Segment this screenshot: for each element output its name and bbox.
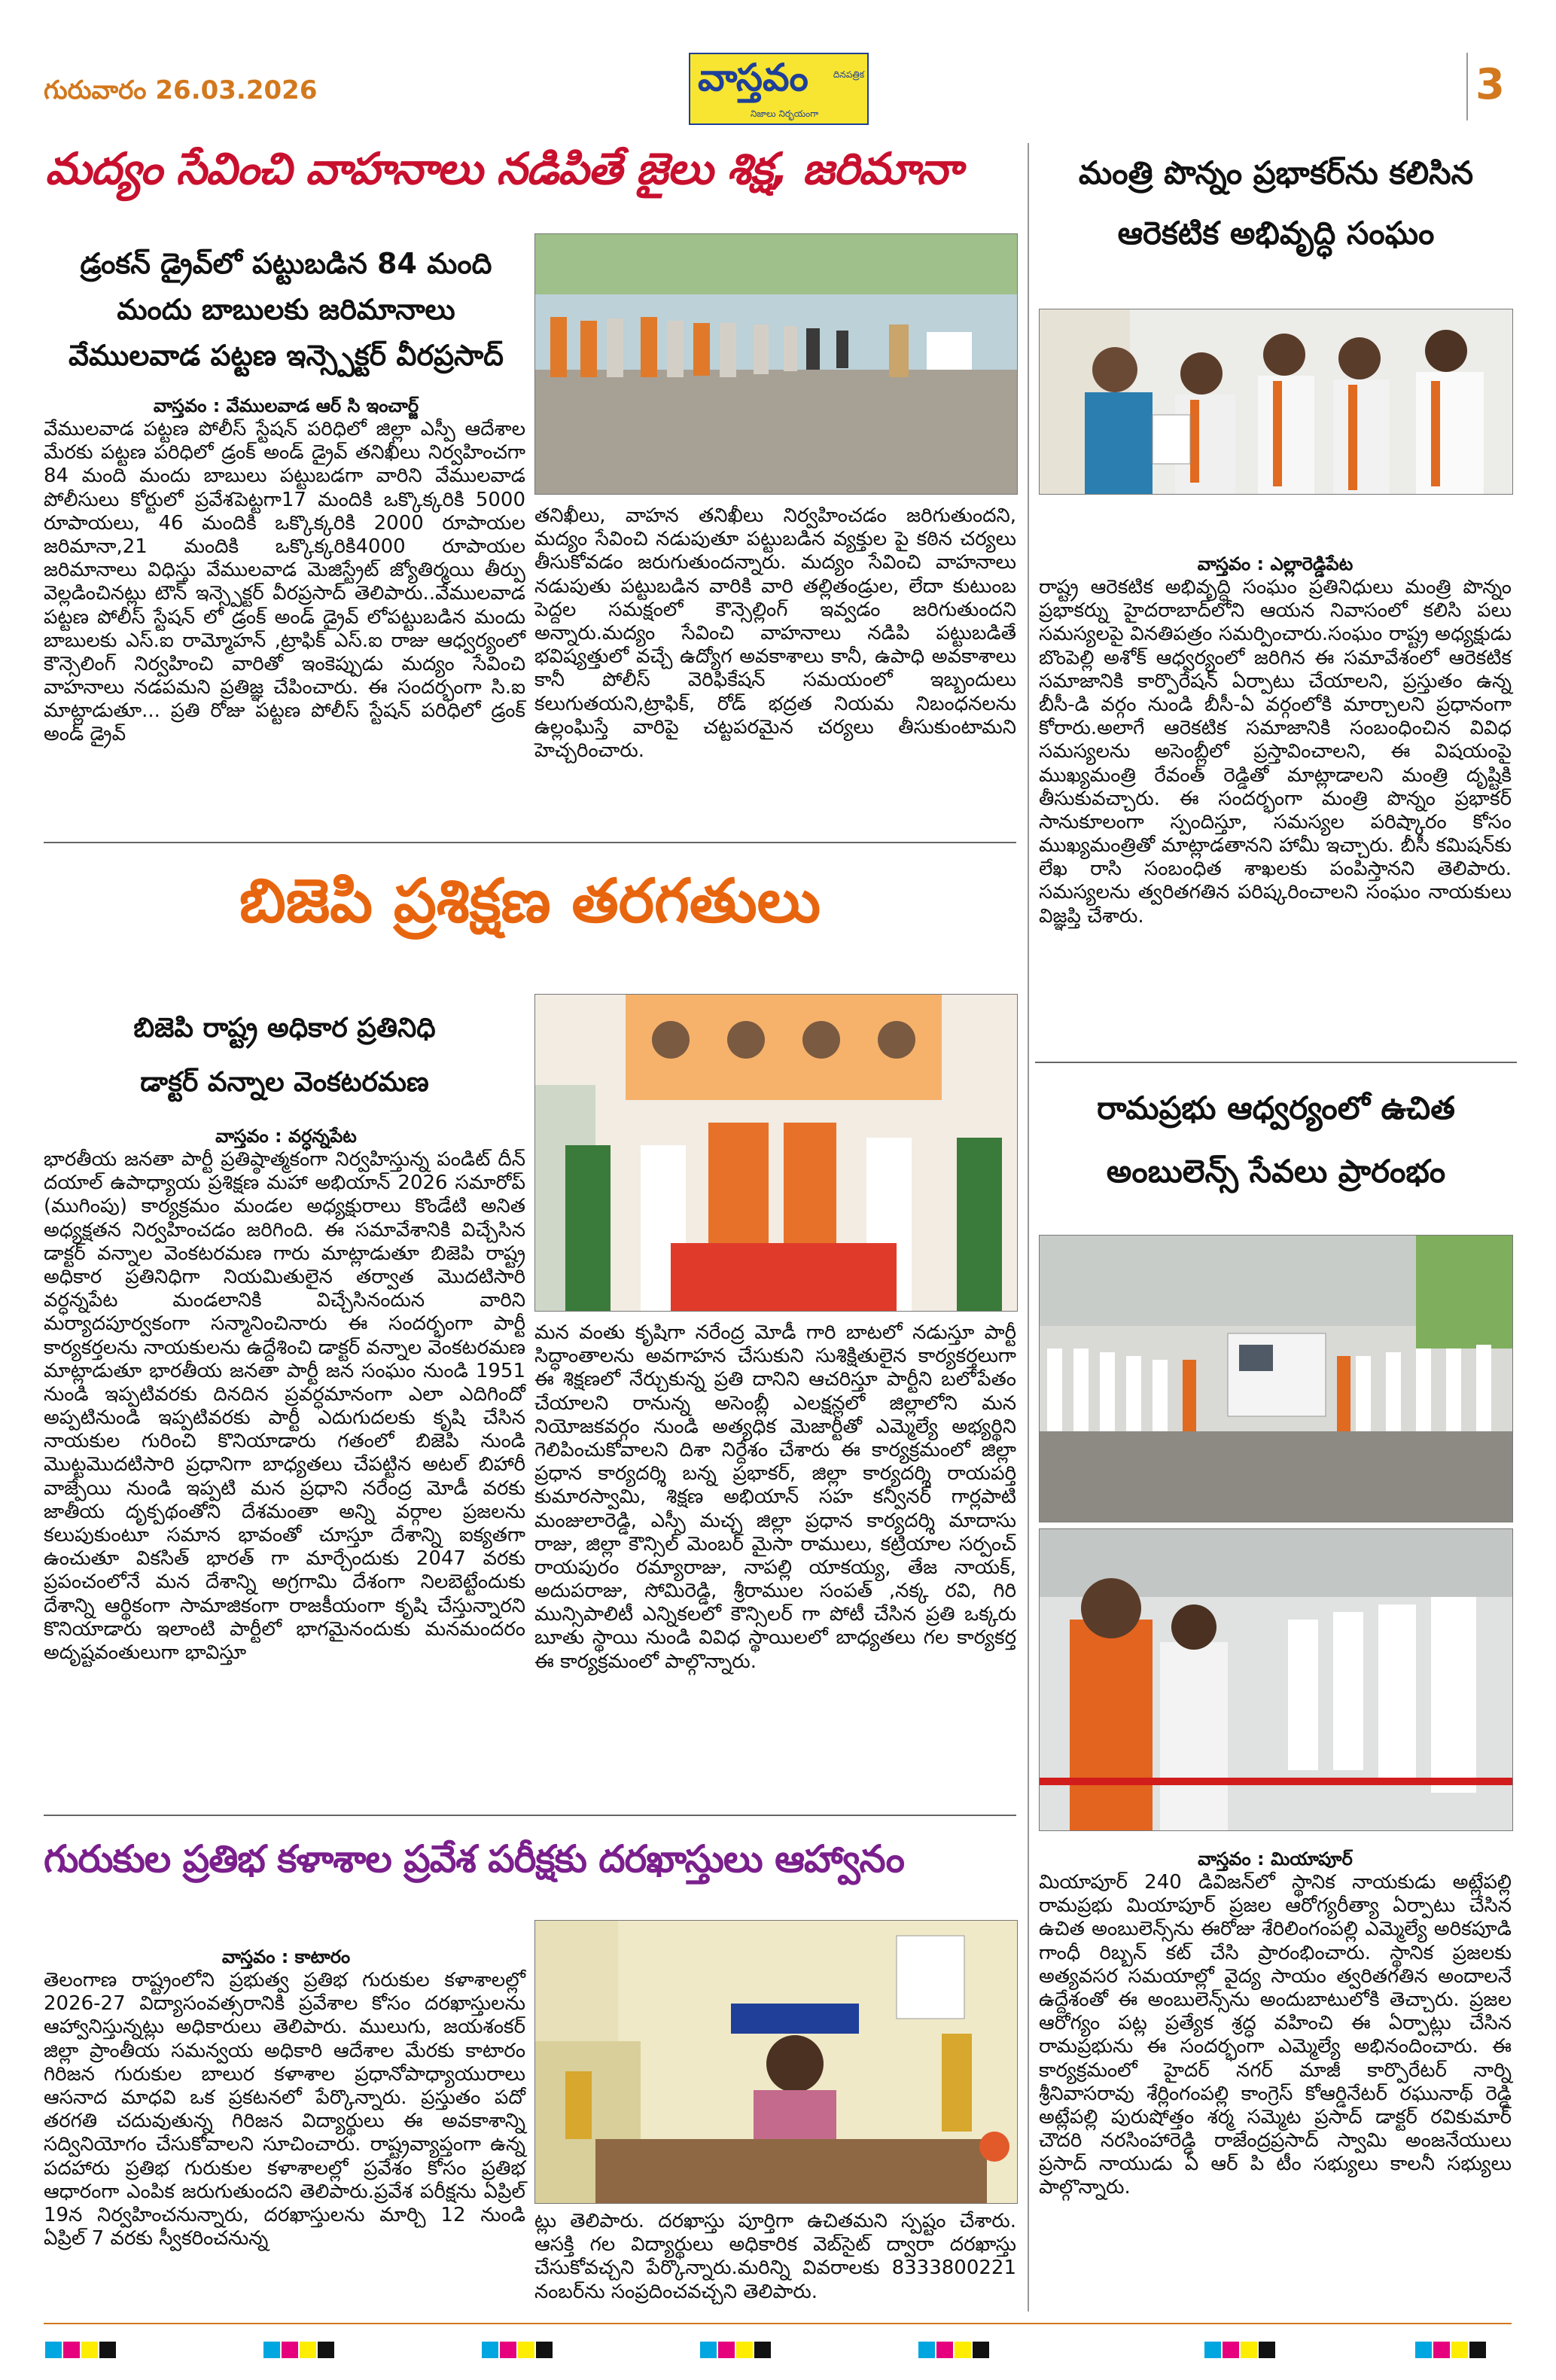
article5-headline: గురుకుల ప్రతిభ కళాశాల ప్రవేశ పరీక్షకు దరఖాస్తులు ఆహ్వానం <box>44 1837 904 1881</box>
logo-tagline: నిజాలు నిర్భయంగా <box>751 108 819 119</box>
cmyk-color-bars <box>263 2342 336 2361</box>
cmyk-color-bars <box>1415 2342 1487 2361</box>
article1-dateline: వాస్తవం : వేములవాడ ఆర్ సి ఇంచార్జ్ <box>153 395 419 416</box>
issue-date: గురువారం 26.03.2026 <box>44 75 318 105</box>
article1-body-col1: వేములవాడ పట్టణ పోలీస్ స్టేషన్ పరిధిలో జిల్లా ఎస్పీ ఆదేశాల మేరకు పట్టణ పరిధిలో డ్రంక్ అండ్ డ్రైవ్ తనిఖీలు నిర్వహించగా 84 మంది మందు బాబులు పట్టుబడగా వారిని వేములవాడ పోలీసులు కోర్టులో ప్రవేశపెట్టగా17 మందికి ఒక్కొక్కరికి 5000 రూపాయలు, 46 మందికి ఒక్కొక్కరికి 2000 రూపాయల జరిమానా,21 మందికి ఒక్కొక్కరికి4000 రూపాయల జరిమానాలు విధిస్తు వేములవాడ మెజిస్ట్రేట్ జ్యోతిర్మయి తీర్పు వెల్లడించినట్లు టౌన్ ఇన్స్పెక్టర్ వీరప్రసాద్ తెలిపారు..వేములవాడ పట్టణ పోలీస్ స్టేషన్ లో డ్రంక్ అండ్ డ్రైవ్ లోపట్టుబడిన మందు బాబులకు ఎస్.ఐ రామ్మోహన్ ,ట్రాఫిక్ ఎస్.ఐ రాజు ఆధ్వర్యంలో కౌన్సెలింగ్ నిర్వహించి వారితో ఇంకెప్పుడు మద్యం సేవించి వాహనాలు నడపమని ప్రతిజ్ఞ చేపించారు. ఈ సందర్భంగా సి.ఐ మాట్లాడుతూ... ప్రతి రోజు పట్టణ పోలీస్ స్టేషన్ పరిధిలో డ్రంక్ అండ్ డ్రైవ్ <box>44 418 525 746</box>
logo-text: వాస్తవం <box>698 56 808 99</box>
article2-headline <box>1035 143 1517 264</box>
article1-subheadline-line: డ్రంకన్ డ్రైవ్‌లో పట్టుబడిన 84 మంది <box>80 247 492 280</box>
article2-body: రాష్ట్ర ఆరెకటిక అభివృద్ధి సంఘం ప్రతినిధులు మంత్రి పొన్నం ప్రభాకర్ను హైదరాబాద్‌లోని ఆయన నివాసంలో కలిసి పలు సమస్యలపై వినతిపత్రం సమర్పించారు.సంఘం రాష్ట్ర అధ్యక్షుడు బొంపెల్లి అశోక్ ఆధ్వర్యంలో జరిగిన ఈ సమావేశంలో ఆరెకటిక సమాజానికి కార్పొరేషన్ ఏర్పాటు చేయాలని, ప్రస్తుతం ఉన్న బీసీ-డి వర్గం నుండి బీసీ-ఏ వర్గంలోకి మార్చాలని ప్రధానంగా కోరారు.అలాగే ఆరెకటిక సమాజానికి సంబంధించిన వివిధ సమస్యలను అసెంబ్లీలో ప్రస్తావించాలని, ఈ విషయంపై ముఖ్యమంత్రి రేవంత్ రెడ్డితో మాట్లాడాలని మంత్రి దృష్టికి తీసుకువచ్చారు. ఈ సందర్భంగా మంత్రి పొన్నం ప్రభాకర్ సానుకూలంగా స్పందిస్తూ, సమస్యల పరిష్కారం కోసం ముఖ్యమంత్రితో మాట్లాడతానని హామీ ఇచ్చారు. బీసీ కమిషన్‌కు లేఖ రాసి సంబంధిత శాఖలకు పంపిస్తానని తెలిపారు. సమస్యలను త్వరితగతిన పరిష్కరించాలని సంఘం నాయకులు విజ్ఞప్తి చేశారు. <box>1039 576 1512 928</box>
article3-subheadline-line: డాక్టర్ వన్నాల వెంకటరమణ <box>140 1067 429 1098</box>
article5-body-col1: తెలంగాణ రాష్ట్రంలోని ప్రభుత్వ ప్రతిభ గురుకుల కళాశాలల్లో 2026-27 విద్యాసంవత్సరానికి ప్రవేశాల కోసం దరఖాస్తులను ఆహ్వానిస్తున్నట్లు అధికారులు తెలిపారు. ములుగు, జయశంకర్ జిల్లా ప్రాంతీయ సమన్వయ అధికారి ఆదేశాల మేరకు కాటారం గిరిజన గురుకుల బాలుర కళాశాల ప్రధానోపాధ్యాయురాలు ఆసనాద మాధవి ఒక ప్రకటనలో పేర్కొన్నారు. ప్రస్తుతం పదో తరగతి చదువుతున్న గిరిజన విద్యార్థులు ఈ అవకాశాన్ని సద్వినియోగం చేసుకోవాలని సూచించారు. రాష్ట్రవ్యాప్తంగా ఉన్న పదహారు ప్రతిభ గురుకుల కళాశాలల్లో ప్రవేశం కోసం ప్రతిభ ఆధారంగా ఎంపిక జరుగుతుందని తెలిపారు.ప్రవేశ పరీక్షను ఏప్రిల్ 19న నిర్వహించనున్నారు, దరఖాస్తులను మార్చి 12 నుండి ఏప్రిల్ 7 వరకు స్వీకరించనున్న <box>44 1969 525 2250</box>
cmyk-color-bars <box>45 2342 117 2361</box>
cmyk-color-bars <box>700 2342 772 2361</box>
article3-subheadline <box>44 1001 525 1110</box>
article5-dateline: వాస్తవం : కాటారం <box>221 1946 351 1967</box>
article5-body-col2: ట్లు తెలిపారు. దరఖాస్తు పూర్తిగా ఉచితమని స్పష్టం చేశారు. ఆసక్తి గల విద్యార్థులు అధికారిక వెబ్‌సైట్ ద్వారా దరఖాస్తు చేసుకోవచ్చని పేర్కొన్నారు.మరిన్ని వివరాలకు 8333800221 నంబర్‌ను సంప్రదించవచ్చని తెలిపారు. <box>534 2210 1016 2303</box>
article3-body-col1: భారతీయ జనతా పార్టీ ప్రతిష్ఠాత్మకంగా నిర్వహిస్తున్న పండిట్ దీన్ దయాల్ ఉపాధ్యాయ ప్రశిక్షణ మహా అభియాన్ 2026 సమారోప్ (ముగింపు) కార్యక్రమం మండల అధ్యక్షురాలు కొండేటి అనిత అధ్యక్షతన నిర్వహించడం జరిగింది. ఈ సమావేశానికి విచ్చేసిన డాక్టర్ వన్నాల వెంకటరమణ గారు మాట్లాడుతూ బిజెపి రాష్ట్ర అధికార ప్రతినిధిగా నియమితులైన తర్వాత మొదటిసారి వర్ధన్నపేట మండలానికి విచ్చేసినందున వారిని మర్యాదపూర్వకంగా సన్మానించినారు ఈ సందర్భంగా పార్టీ కార్యకర్తలను నాయకులను ఉద్దేశించి డాక్టర్ వన్నాల వెంకటరమణ మాట్లాడుతూ భారతీయ జనతా పార్టీ జన సంఘం నుండి 1951 నుండి ఇప్పటివరకు దినదిన ప్రవర్ధమానంగా ఎలా ఎదిగిందో అప్పటినుండి ఇప్పటివరకు పార్టీ ఎదుగుదలకు కృషి చేసిన నాయకుల గురించి కొనియాడారు గతంలో బిజెపి నుండి మొట్టమొదటిసారి ప్రధానిగా బాధ్యతలు చేపట్టిన అటల్ బిహారీ వాజ్పేయి నుండి ఇప్పటి మన ప్రధాని నరేంద్ర మోడీ వరకు జాతీయ దృక్పథంతోని దేశమంతా అన్ని వర్గాల ప్రజలను కలుపుకుంటూ సమాన భావంతో చూస్తూ దేశాన్ని ఐక్యతగా ఉంచుతూ వికసిత్ భారత్ గా మార్చేందుకు 2047 వరకు ప్రపంచంలోనే మన దేశాన్ని అగ్రగామి దేశంగా నిలబెట్టేందుకు దేశాన్ని ఆర్థికంగా సామాజికంగా రాజకీయంగా కృషి చేస్తున్నారని కొనియాడారు ఇలాంటి పార్టీలో భాగమైనందుకు మనమందరం అదృష్టవంతులుగా భావిస్తూ <box>44 1148 525 1664</box>
column-divider <box>1028 143 1029 2311</box>
article1-subheadline <box>45 241 527 378</box>
section-divider <box>44 1815 1016 1816</box>
article4-body: మియాపూర్ 240 డివిజన్‌లో స్థానిక నాయకుడు అట్లేపల్లి రామప్రభు మియాపూర్ ప్రజల ఆరోగ్యరీత్యా ఏర్పాటు చేసిన ఉచిత అంబులెన్స్‌ను ఈరోజు శేరిలింగంపల్లి ఎమ్మెల్యే అరికపూడి గాంధీ రిబ్బన్ కట్ చేసి ప్రారంభించారు. స్థానిక ప్రజలకు అత్యవసర సమయాల్లో వైద్య సాయం త్వరితగతిన అందాలనే ఉద్దేశంతో ఈ అంబులెన్స్‌ను అందుబాటులోకి తెచ్చారు. ప్రజల ఆరోగ్యం పట్ల ప్రత్యేక శ్రద్ధ వహించి ఈ ఏర్పాట్లు చేసిన రామప్రభును ఈ సందర్భంగా ఎమ్మెల్యే అభినందించారు. ఈ కార్యక్రమంలో హైదర్ నగర్ మాజీ కార్పొరేటర్ నార్ని శ్రీనివాసరావు శేర్లింగంపల్లి కాంగ్రెస్ కోఆర్డినేటర్ రఘునాథ్ రెడ్డి అట్లేపల్లి పురుషోత్తం శర్మ సమ్మెట ప్రసాద్ డాక్టర్ రవికుమార్ చౌదరి నరసింహారెడ్డి రాజేంద్రప్రసాద్ స్వామి అంజనేయులు ప్రసాద్ నాయుడు ఏ ఆర్ పి టీం సభ్యులు కాలనీ సభ్యులు పాల్గొన్నారు. <box>1039 1871 1512 2199</box>
article3-dateline: వాస్తవం : వర్ధన్నపేట <box>215 1126 357 1147</box>
article3-headline: బిజెపి ప్రశిక్షణ తరగతులు <box>239 866 821 936</box>
cmyk-color-bars <box>1204 2342 1277 2361</box>
ribbon-cutting-photo <box>1039 1528 1513 1831</box>
article3-subheadline-line: బిజెపి రాష్ట్ర అధికార ప్రతినిధి <box>133 1013 436 1044</box>
cmyk-color-bars <box>918 2342 991 2361</box>
article1-subheadline-line: మందు బాబులకు జరిమానాలు <box>117 292 455 326</box>
bjp-felicitation-photo <box>534 994 1018 1312</box>
page-number-divider <box>1466 53 1468 120</box>
police-lineup-photo <box>534 233 1018 495</box>
minister-meeting-photo <box>1039 309 1513 495</box>
article4-headline-line: అంబులెన్స్ సేవలు ప్రారంభం <box>1106 1153 1446 1190</box>
article1-body-col2: తనిఖీలు, వాహన తనిఖీలు నిర్వహించడం జరిగుతుందని, మద్యం సేవించి నడుపుతూ పట్టుబడిన వ్యక్తుల పై కఠిన చర్యలు తీసుకోవడం జరుగుతుందన్నారు. మద్యం సేవించి వాహనాలు నడుపుతు పట్టుబడిన వారికి వారి తల్లితండ్రుల, లేదా కుటుంబ పెద్దల సమక్షంలో కౌన్సెల్లింగ్ ఇవ్వడం జరిగుతుందని అన్నారు.మద్యం సేవించి వాహనాలు నడిపి పట్టుబడితే భవిష్యత్తులో వచ్చే ఉద్యోగ అవకాశాలు కానీ, ఉపాధి అవకాశాలు కానీ పోలీస్ వెరిఫికేషన్ సమయంలో ఇబ్బందులు కలుగుతయని,ట్రాఫిక్, రోడ్ భద్రత నియమ నిబంధనలను ఉల్లంఘిస్తే వారిపై చట్టపరమైన చర్యలు తీసుకుంటామని హెచ్చరించారు. <box>534 504 1016 762</box>
section-divider <box>44 842 1016 843</box>
logo-badge: దినపత్రిక <box>833 69 864 80</box>
ambulance-launch-photo <box>1039 1235 1513 1522</box>
footer-rule <box>44 2323 1512 2324</box>
article1-subheadline-line: వేములవాడ పట్టణ ఇన్స్పెక్టర్ వీరప్రసాద్ <box>68 338 504 372</box>
article2-dateline: వాస్తవం : ఎల్లారెడ్డిపేట <box>1197 553 1354 574</box>
newspaper-logo <box>689 53 869 125</box>
article1-headline: మద్యం సేవించి వాహనాలు నడిపితే జైలు శిక్ష, జరిమానా <box>45 143 962 194</box>
principal-office-photo <box>534 1920 1018 2204</box>
article4-headline <box>1035 1077 1517 1203</box>
cmyk-color-bars <box>482 2342 554 2361</box>
article2-headline-line: మంత్రి పొన్నం ప్రభాకర్‌ను కలిసిన <box>1078 154 1474 191</box>
article2-headline-line: ఆరెకటిక అభివృద్ధి సంఘం <box>1117 214 1435 251</box>
article3-body-col2: మన వంతు కృషిగా నరేంద్ర మోడీ గారి బాటలో నడుస్తూ పార్టీ సిద్ధాంతాలను అవగాహన చేసుకుని సుశిక్షితులైన కార్యకర్తలుగా ఈ శిక్షణలో నేర్చుకున్న ప్రతి దానిని ఆచరిస్తూ పార్టీని బలోపేతం చేయాలని రానున్న అసెంబ్లీ ఎలక్షన్లలో జిల్లాలోని మన నియోజకవర్గం నుండి అత్యధిక మెజార్టీతో ఎమ్మెల్యే అభ్యర్థిని గెలిపించుకోవాలని దిశా నిర్దేశం చేశారు ఈ కార్యక్రమంలో జిల్లా ప్రధాన కార్యదర్శి బన్న ప్రభాకర్, జిల్లా కార్యదర్శి రాయపర్తి కుమారస్వామి, శిక్షణ అభియాన్ సహ కన్వీనర్ గార్లపాటి మంజులారెడ్డి, ఎస్సీ మచ్చ జిల్లా ప్రధాన కార్యదర్శి మాదాసు రాజు, జిల్లా కౌన్సిల్ మెంబర్ మైసా రాములు, కట్రియాల సర్పంచ్ రాయపురం రమ్యారాజు, నాపల్లి యాకయ్య, తేజ నాయక్, అదుపరాజు, సోమిరెడ్డి, శ్రీరాముల సంపత్ ,నక్క రవి, గిరి మున్సిపాలిటీ ఎన్నికలలో కౌన్సిలర్ గా పోటీ చేసిన ప్రతి ఒక్కరు బూతు స్థాయి నుండి వివిధ స్థాయిలలో బాధ్యతలు గల కార్యకర్త ఈ కార్యక్రమంలో పాల్గొన్నారు. <box>534 1321 1016 1673</box>
page-number: 3 <box>1475 60 1505 109</box>
article4-headline-line: రామప్రభు ఆధ్వర్యంలో ఉచిత <box>1097 1089 1455 1126</box>
section-divider <box>1035 1062 1517 1063</box>
article4-dateline: వాస్తవం : మియాపూర్ <box>1198 1848 1353 1870</box>
